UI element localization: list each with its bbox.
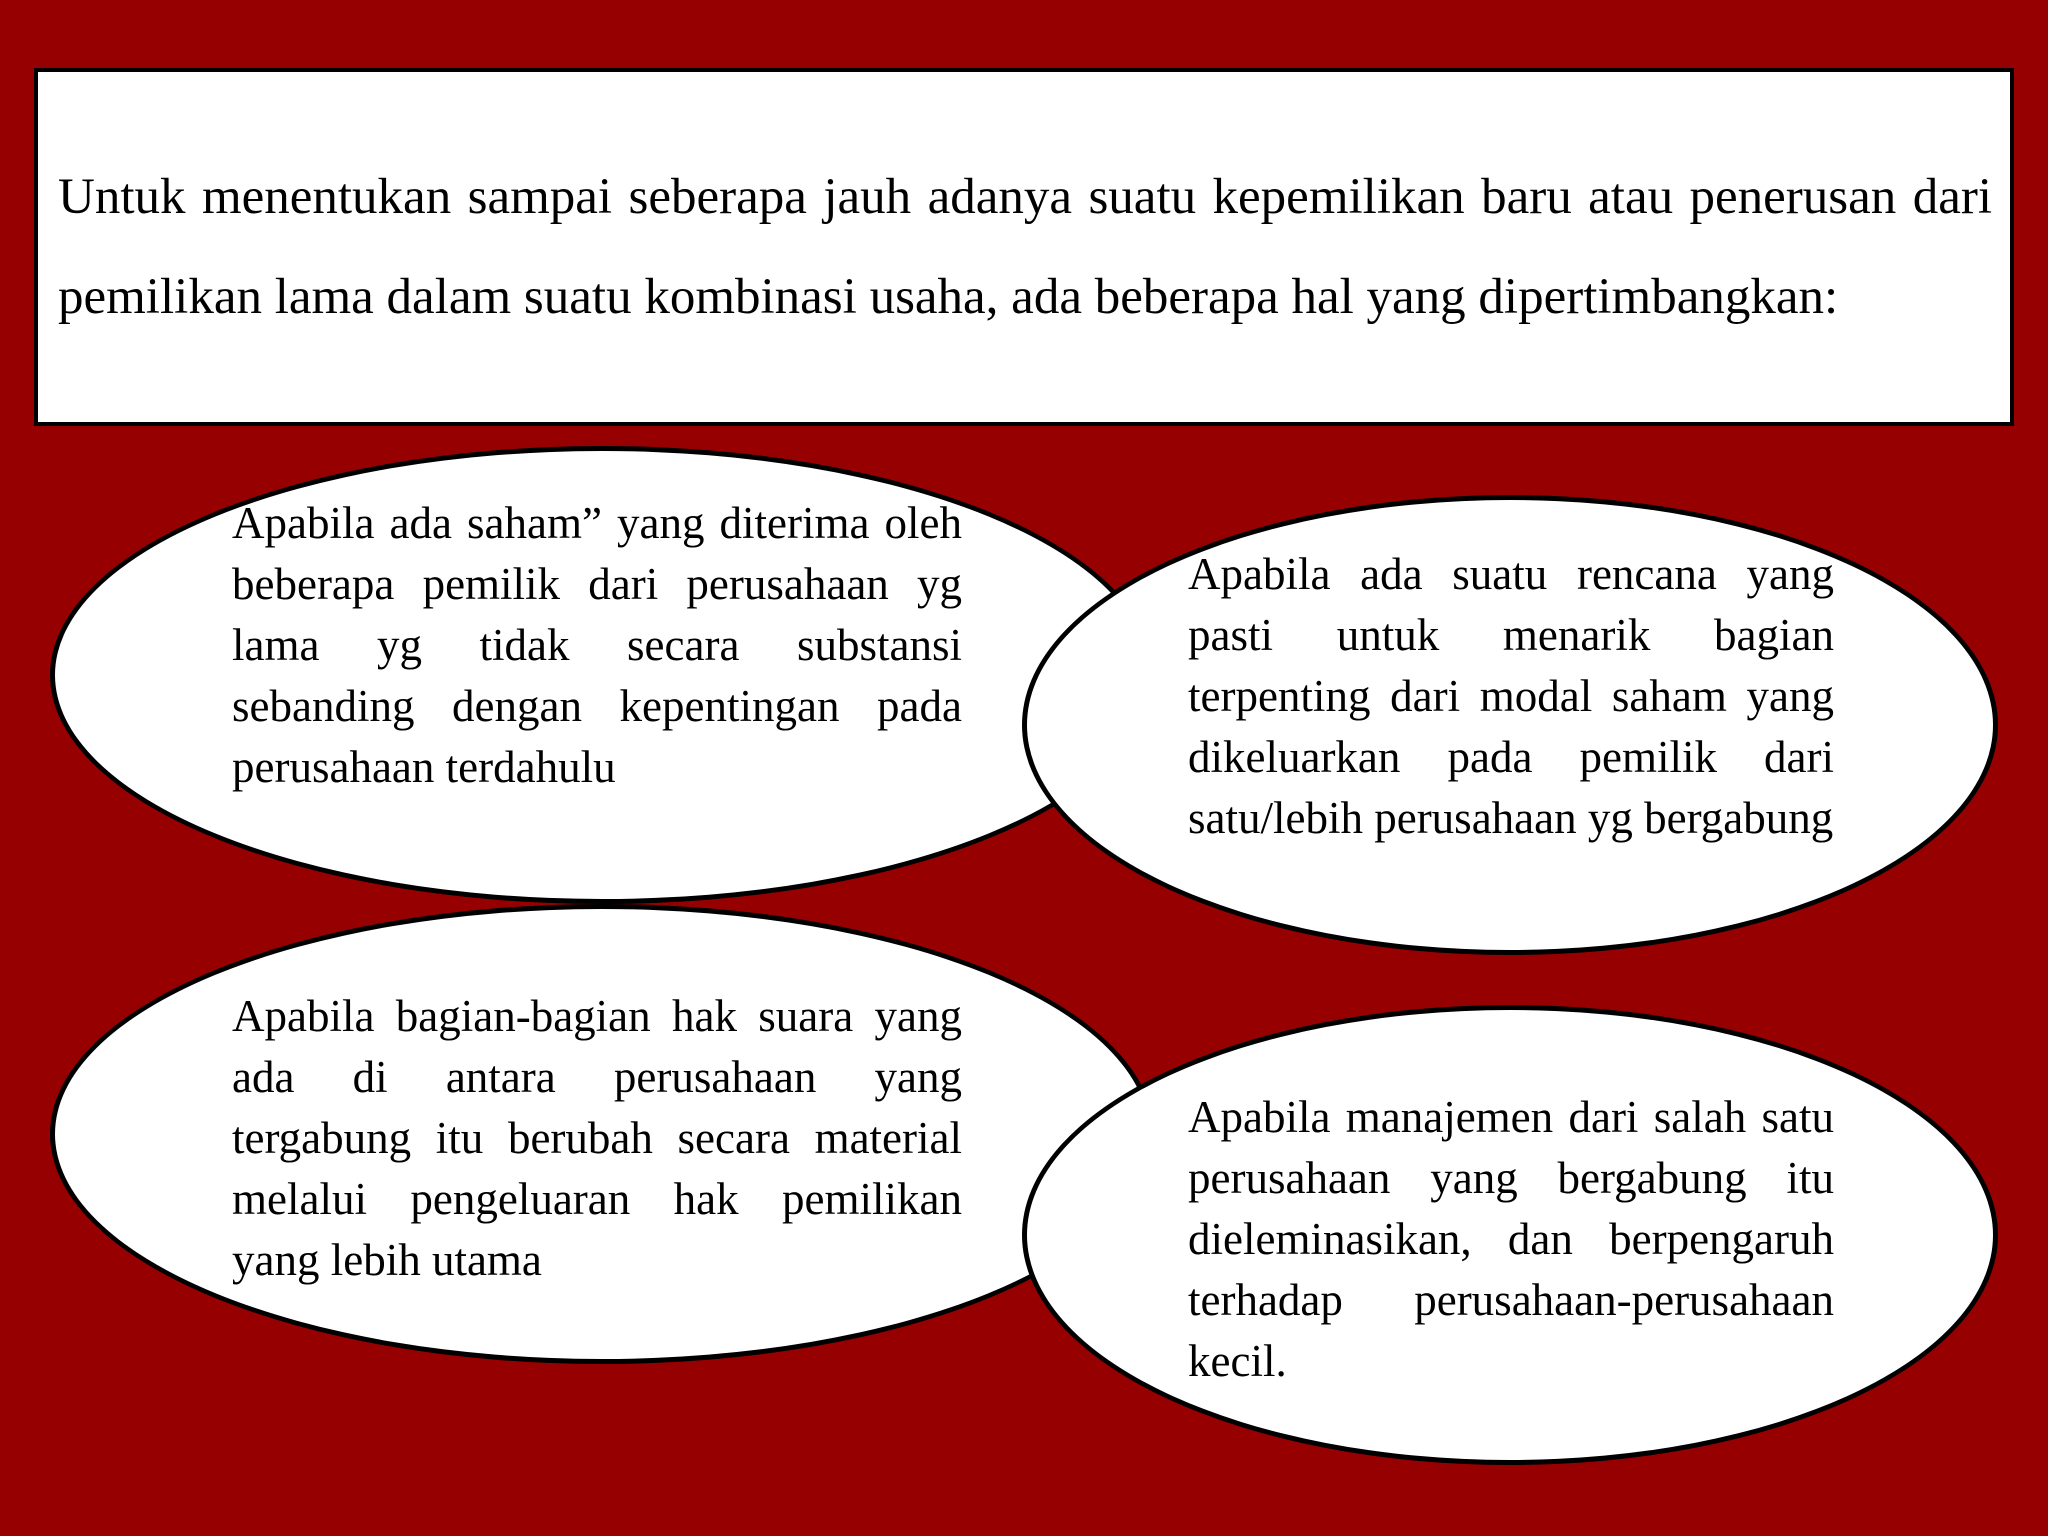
intro-text: Untuk menentukan sampai seberapa jauh adanya suatu kepemilikan baru atau penerusan dari pemilikan lama dalam suatu kombinasi usaha, ada beberapa hal yang dipertimbangkan: [58,169,1992,325]
consideration-text-2: Apabila ada suatu rencana yang pasti untuk menarik bagian terpenting dari modal saham yang dikeluarkan pada pemilik dari satu/lebih perusahaan yg bergabung [1188,549,1834,843]
consideration-text-3: Apabila bagian-bagian hak suara yang ada di antara perusahaan yang tergabung itu berubah secara material melalui pengeluaran hak pemilikan yang lebih utama [232,991,962,1285]
intro-box [34,68,2014,426]
consideration-text-4: Apabila manajemen dari salah satu perusahaan yang bergabung itu dieleminasikan, dan berpengaruh terhadap perusahaan-perusahaan kecil. [1188,1092,1834,1386]
consideration-text-1: Apabila ada saham” yang diterima oleh beberapa pemilik dari perusahaan yg lama yg tidak secara substansi sebanding dengan kepentingan pada perusahaan terdahulu [232,498,962,792]
